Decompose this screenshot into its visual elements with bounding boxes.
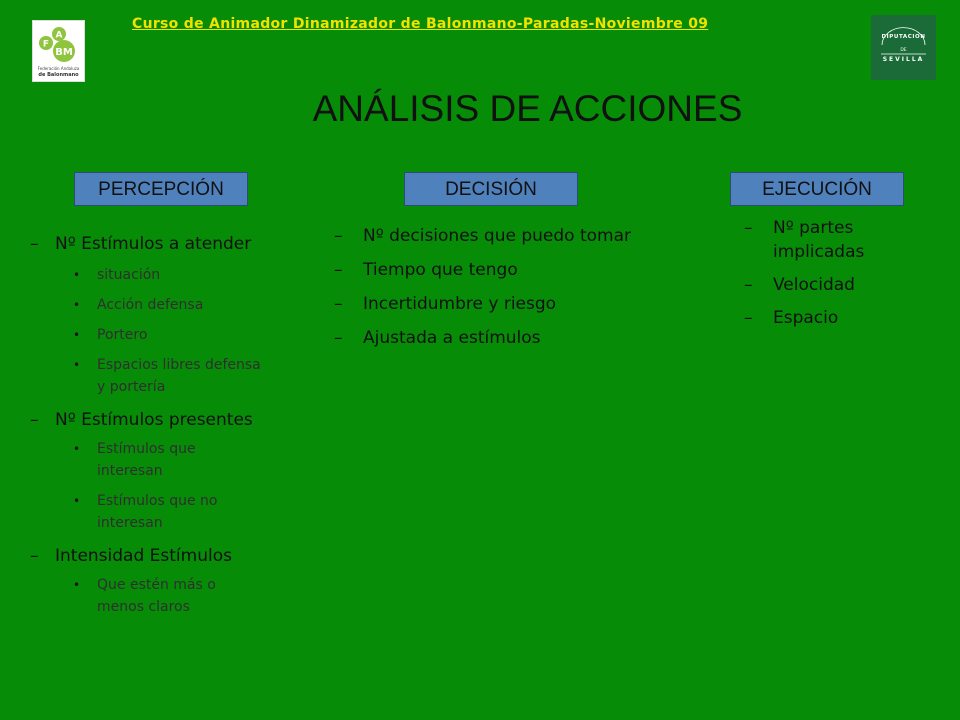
sub-list-item-text: Que estén más o menos claros xyxy=(97,577,216,615)
list-item xyxy=(744,306,924,330)
list-item xyxy=(744,273,924,297)
fabm-caption-2: de Balonmano xyxy=(38,72,79,78)
sub-list-item-text: Espacios libres defensa y portería xyxy=(97,357,261,395)
list-item xyxy=(334,224,714,248)
dot-bullet: • xyxy=(73,494,81,508)
list-item xyxy=(334,258,714,282)
list-item xyxy=(30,232,310,256)
list-item xyxy=(744,216,924,264)
slide-title: ANÁLISIS DE ACCIONES xyxy=(312,88,743,129)
dash-bullet: – xyxy=(30,410,39,430)
list-item-text: Nº partes implicadas xyxy=(773,218,865,262)
dash-bullet: – xyxy=(744,218,753,238)
dash-bullet: – xyxy=(744,275,753,295)
dash-bullet: – xyxy=(334,328,343,348)
ejecucion-list xyxy=(744,216,924,330)
dot-bullet: • xyxy=(73,578,81,592)
list-item-text: Ajustada a estímulos xyxy=(363,328,541,348)
list-item xyxy=(30,408,310,432)
sub-list-item xyxy=(30,438,247,482)
sub-list-item-text: Estímulos que no interesan xyxy=(97,493,218,531)
sub-list-item xyxy=(30,264,277,286)
list-item-text: Incertidumbre y riesgo xyxy=(363,294,557,314)
list-item-text: Nº Estímulos a atender xyxy=(55,234,252,254)
sub-list-item xyxy=(30,354,267,398)
dash-bullet: – xyxy=(744,308,753,328)
list-item-text: Espacio xyxy=(773,308,839,328)
de-text: DE xyxy=(900,48,907,53)
list-item-text: Velocidad xyxy=(773,275,855,295)
dash-bullet: – xyxy=(334,226,343,246)
list-item xyxy=(30,544,310,568)
dash-bullet: – xyxy=(30,546,39,566)
sub-list-item-text: situación xyxy=(97,267,161,283)
sub-list-item xyxy=(30,294,277,316)
list-item-text: Nº Estímulos presentes xyxy=(55,410,253,430)
fabm-letter-f: F xyxy=(42,39,50,50)
dot-bullet: • xyxy=(73,298,81,312)
sub-list-item-text: Estímulos que interesan xyxy=(97,441,196,479)
fabm-letter-a: A xyxy=(55,30,63,41)
fabm-letter-bm: BM xyxy=(55,47,73,58)
dot-bullet: • xyxy=(73,328,81,342)
dot-bullet: • xyxy=(73,442,81,456)
heading-box-ejecucion: EJECUCIÓN xyxy=(730,172,904,206)
percepcion-list xyxy=(30,232,310,618)
diputacion-text: DIPUTACION xyxy=(881,34,926,40)
list-item-text: Intensidad Estímulos xyxy=(55,546,232,566)
fabm-caption-1: Federación Andaluza xyxy=(37,66,80,71)
sub-list-item-text: Portero xyxy=(97,327,148,343)
diputacion-sevilla-logo xyxy=(871,15,936,80)
sub-list-item xyxy=(30,490,257,534)
dash-bullet: – xyxy=(334,260,343,280)
sub-list-item-text: Acción defensa xyxy=(97,297,204,313)
heading-box-decision: DECISIÓN xyxy=(404,172,578,206)
fabm-logo xyxy=(32,20,85,82)
heading-box-percepcion: PERCEPCIÓN xyxy=(74,172,248,206)
decision-list xyxy=(334,224,714,350)
sevilla-text: SEVILLA xyxy=(882,56,925,63)
dot-bullet: • xyxy=(73,358,81,372)
dash-bullet: – xyxy=(334,294,343,314)
list-item xyxy=(334,326,714,350)
sub-list-item xyxy=(30,574,257,618)
list-item xyxy=(334,292,714,316)
list-item-text: Nº decisiones que puedo tomar xyxy=(363,226,632,246)
list-item-text: Tiempo que tengo xyxy=(363,260,518,280)
sub-list-item xyxy=(30,324,277,346)
course-title-link[interactable]: Curso de Animador Dinamizador de Balonmano-Paradas-Noviembre 09 xyxy=(132,16,709,32)
dot-bullet: • xyxy=(73,268,81,282)
dash-bullet: – xyxy=(30,234,39,254)
